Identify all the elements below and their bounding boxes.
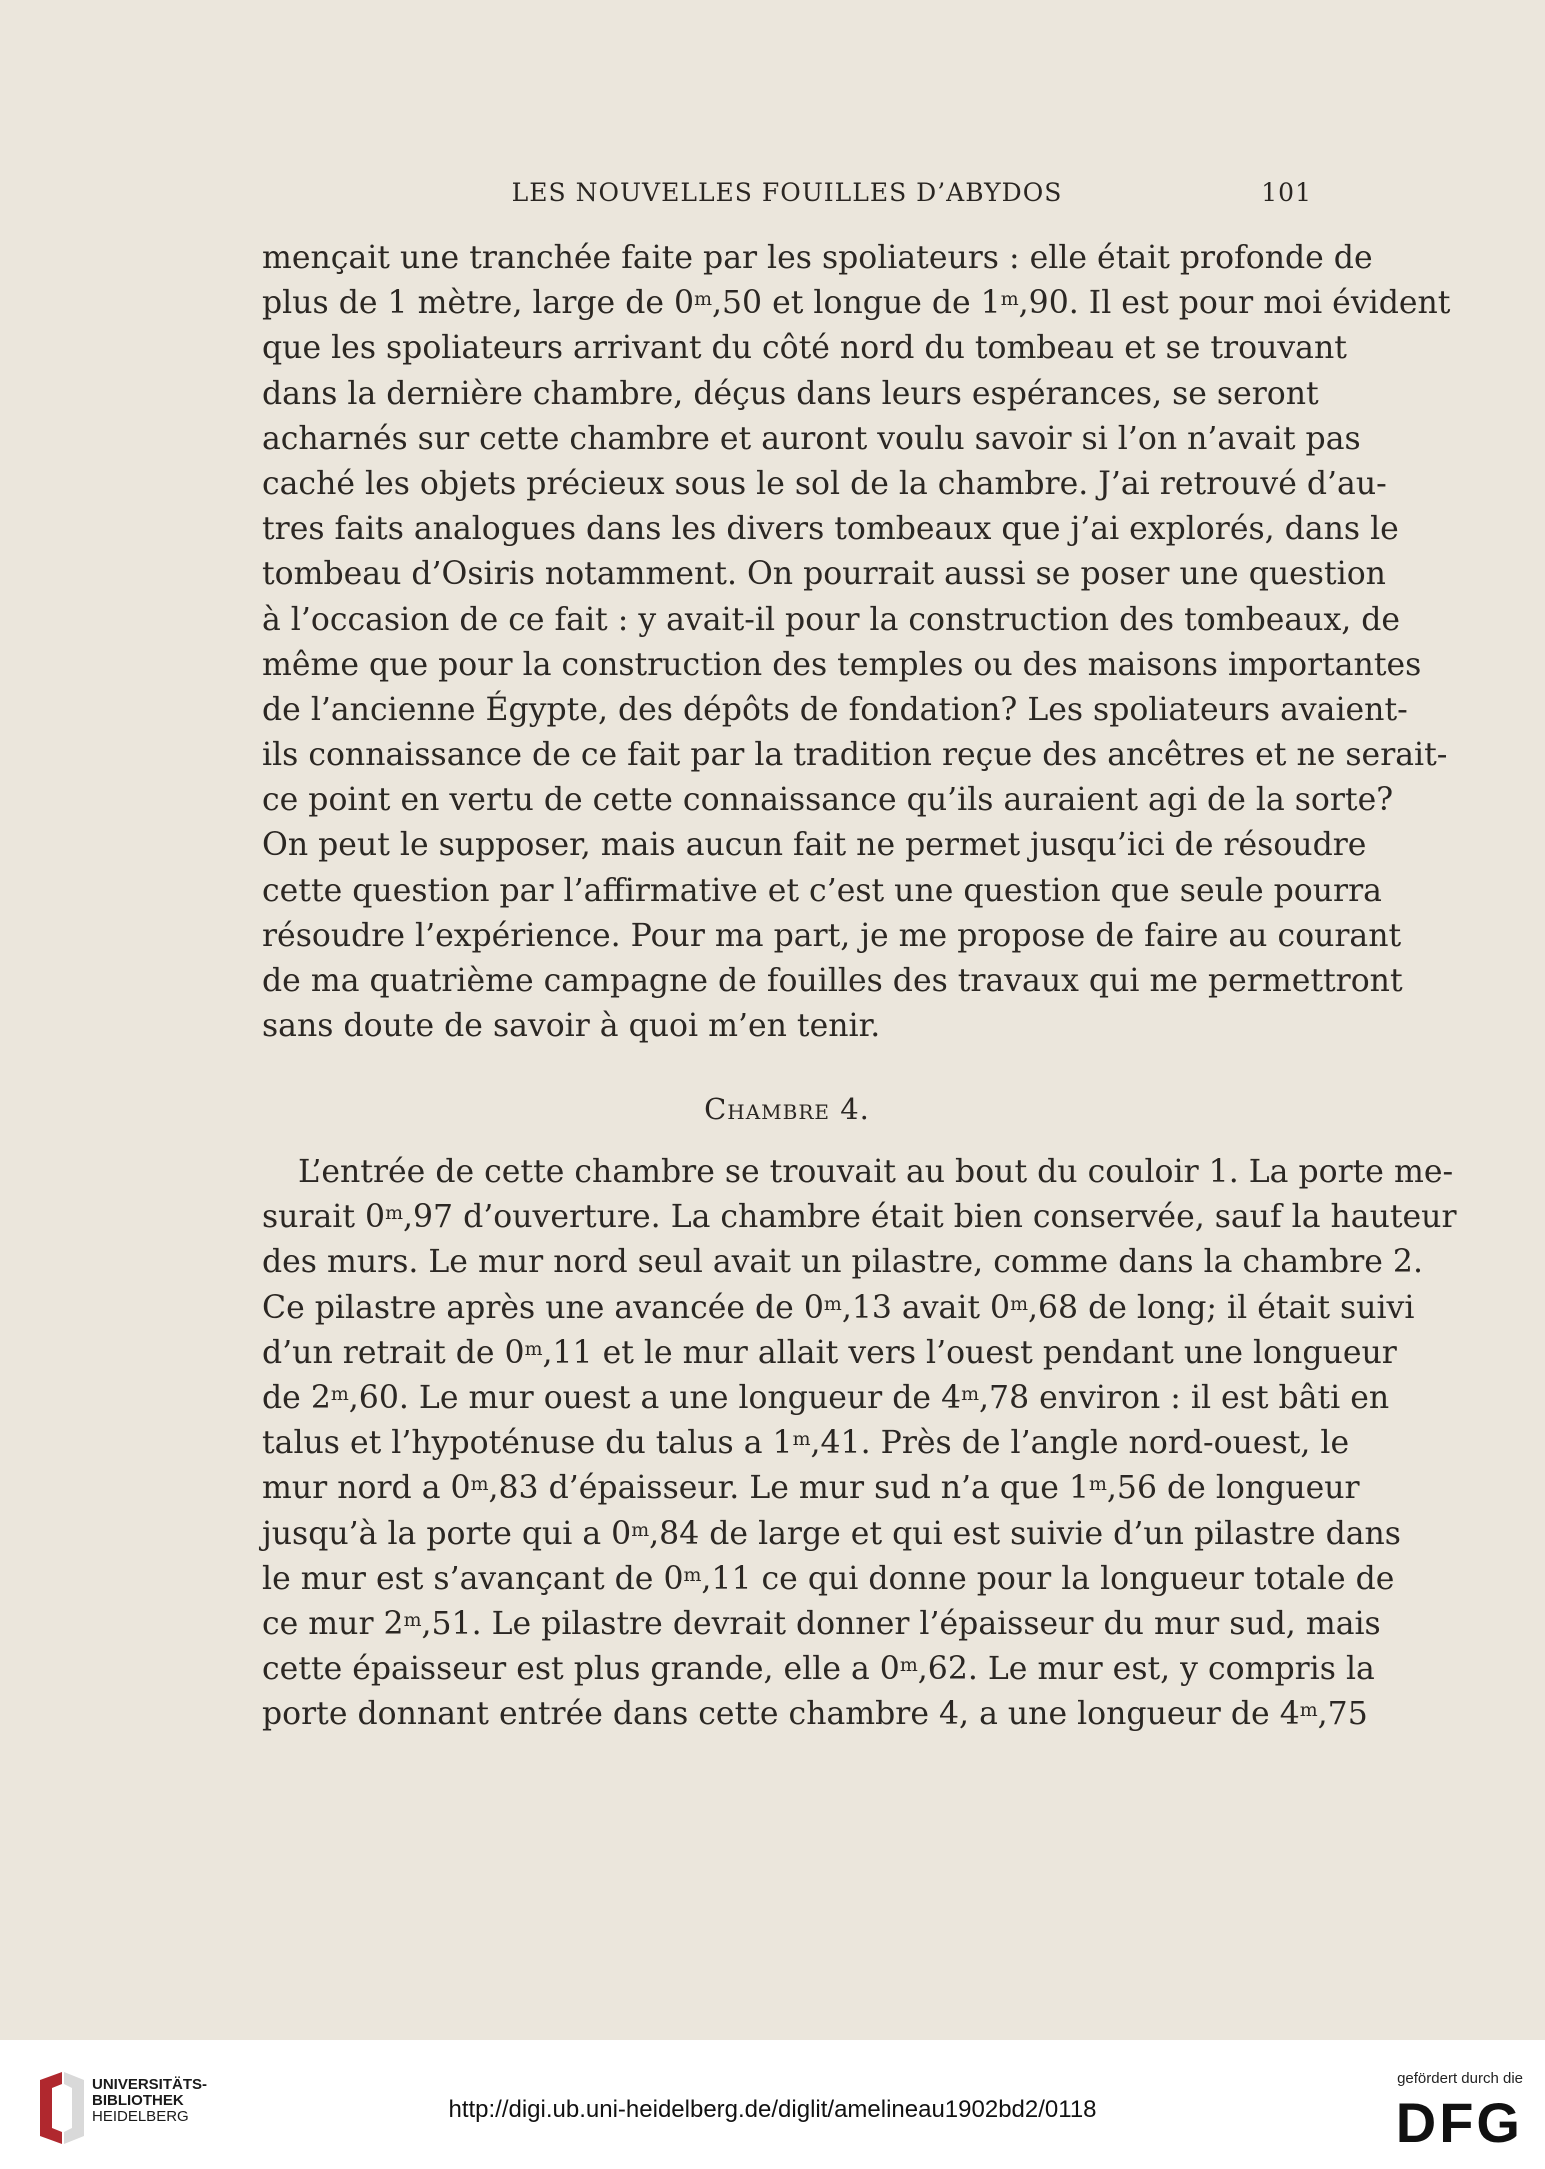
text-run: mur nord a 0 [262,1470,471,1507]
text-run: ,84 de large et qui est suivie d’un pilastre dans [649,1515,1401,1552]
text-run: porte donnant entrée dans cette chambre 4, a une longueur de 4 [262,1696,1300,1733]
text-run: dans la dernière chambre, déçus dans leurs espérances, se seront [262,375,1319,412]
dfg-logo: DFG [1395,2091,1523,2154]
text-line [262,326,1347,371]
text-run: L’entrée de cette chambre se trouvait au bout du couloir 1. La porte me- [298,1154,1454,1190]
text-line [262,462,1387,507]
unit-superscript: m [524,1337,543,1360]
text-line [262,1331,1397,1376]
text-run: même que pour la construction des temples ou des maisons importantes [262,646,1422,683]
text-run: des murs. Le mur nord seul avait un pilastre, comme dans la chambre 2. [262,1244,1423,1281]
text-run: sans doute de savoir à quoi m’en tenir. [262,1008,881,1045]
paragraph-1 [262,236,1451,1049]
unit-superscript: m [631,1518,650,1541]
text-run: plus de 1 mètre, large de 0 [262,285,695,322]
unit-superscript: m [899,1654,918,1677]
text-run: jusqu’à la porte qui a 0 [262,1515,632,1552]
unit-superscript: m [823,1292,842,1315]
text-run: ,75 [1317,1696,1368,1733]
unit-superscript: m [330,1382,349,1405]
library-name-line2: BIBLIOTHEK [92,2092,184,2109]
text-run: d’un retrait de 0 [262,1334,525,1371]
text-run: ,90. Il est pour moi évident [1018,285,1451,322]
text-line [262,1421,1350,1466]
text-run: ils connaissance de ce fait par la tradition reçue des ancêtres et ne serait- [262,737,1448,774]
text-line [262,869,1382,914]
running-header [262,178,1312,218]
text-line [262,688,1408,733]
page-number: 101 [1261,178,1312,207]
unit-superscript: m [1000,288,1019,311]
permalink-url[interactable]: http://digi.ub.uni-heidelberg.de/diglit/amelineau1902bd2/0118 [448,2096,1097,2123]
text-run: ,60. Le mur ouest a une longueur de 4 [348,1379,962,1416]
text-run: de l’ancienne Égypte, des dépôts de fondation? Les spoliateurs avaient- [262,691,1408,728]
text-run: cette épaisseur est plus grande, elle a 0 [262,1651,900,1688]
text-run: ,11 et le mur allait vers l’ouest pendant une longueur [542,1334,1397,1371]
text-run: ,11 ce qui donne pour la longueur totale de [701,1560,1395,1597]
unit-superscript: m [403,1608,422,1631]
text-line [262,281,1451,326]
unit-superscript: m [961,1382,980,1405]
unit-superscript: m [470,1473,489,1496]
unit-superscript: m [385,1202,403,1225]
text-run: de ma quatrième campagne de fouilles des travaux qui me permettront [262,963,1403,999]
text-run: ce point en vertu de cette connaissance qu’ils auraient agi de la sorte? [262,782,1394,819]
text-run: On peut le supposer, mais aucun fait ne permet jusqu’ici de résoudre [262,827,1367,864]
unit-superscript: m [694,288,712,311]
text-line [262,959,1403,1004]
text-line [262,507,1399,552]
library-name-line1: UNIVERSITÄTS- [92,2076,208,2093]
text-run: tres faits analogues dans les divers tombeaux que j’ai explorés, dans le [262,511,1399,548]
text-run: ,78 environ : il est bâti en [979,1379,1390,1416]
text-run: ,62. Le mur est, y compris la [917,1651,1375,1688]
sponsor-caption: gefördert durch die [1397,2070,1523,2087]
text-run: le mur est s’avançant de 0 [262,1560,684,1597]
unit-superscript: m [792,1428,811,1451]
text-line [262,823,1367,868]
text-line [262,1150,1454,1195]
unit-superscript: m [1088,1473,1107,1496]
text-line [262,1557,1395,1602]
text-run: Ce pilastre après une avancée de 0 [262,1289,824,1326]
text-run: résoudre l’expérience. Pour ma part, je me propose de faire au courant [262,917,1402,954]
text-run: tombeau d’Osiris notamment. On pourrait aussi se poser une question [262,556,1386,593]
text-line [262,1602,1381,1647]
text-run: ,51. Le pilastre devrait donner l’épaisseur du mur sud, mais [421,1605,1381,1642]
text-line [262,643,1422,688]
text-line [262,372,1319,417]
running-title: LES NOUVELLES FOUILLES D’ABYDOS [511,178,1063,207]
text-run: de 2 [262,1379,331,1416]
unit-superscript: m [1010,1292,1028,1315]
text-run: ,97 d’ouverture. La chambre était bien conservée, sauf la hauteur [403,1199,1457,1236]
text-line [262,1692,1368,1737]
text-line [262,1286,1415,1331]
text-run: ,56 de longueur [1106,1470,1360,1507]
text-line [262,1004,1312,1049]
section-heading [262,1092,1312,1126]
text-line [262,1647,1375,1692]
text-run: ,13 avait 0 [841,1289,1011,1326]
text-run: mençait une tranchée faite par les spoliateurs : elle était profonde de [262,240,1373,276]
text-line [262,552,1386,597]
text-run: ,83 d’épaisseur. Le mur sud n’a que 1 [488,1470,1089,1507]
text-run: acharnés sur cette chambre et auront voulu savoir si l’on n’avait pas [262,420,1361,457]
library-name-line3: HEIDELBERG [92,2108,189,2125]
text-run: ,41. Près de l’angle nord-ouest, le [810,1425,1350,1462]
text-line [262,914,1402,959]
text-run: caché les objets précieux sous le sol de la chambre. J’ai retrouvé d’au- [262,465,1387,502]
text-line [262,778,1394,823]
text-line [262,1512,1401,1557]
text-run: que les spoliateurs arrivant du côté nord du tombeau et se trouvant [262,330,1347,367]
text-line [262,1195,1457,1240]
text-run: talus et l’hypoténuse du talus a 1 [262,1425,793,1462]
text-line [262,236,1373,281]
text-line [262,417,1361,462]
text-run: ,68 de long; il était suivi [1028,1289,1415,1326]
text-line [262,1240,1423,1285]
text-run: cette question par l’affirmative et c’est une question que seule pourra [262,872,1382,909]
text-run: ,50 et longue de 1 [712,285,1001,322]
text-line [262,1466,1360,1511]
unit-superscript: m [683,1563,702,1586]
text-line [262,1376,1390,1421]
text-run: à l’occasion de ce fait : y avait-il pour la construction des tombeaux, de [262,601,1401,638]
section-heading-text: Chambre 4. [704,1092,870,1126]
unit-superscript: m [1299,1699,1318,1722]
paragraph-2 [262,1150,1457,1737]
text-run: surait 0 [262,1199,386,1236]
text-line [262,733,1448,778]
text-run: ce mur 2 [262,1605,404,1642]
text-line [262,598,1401,643]
